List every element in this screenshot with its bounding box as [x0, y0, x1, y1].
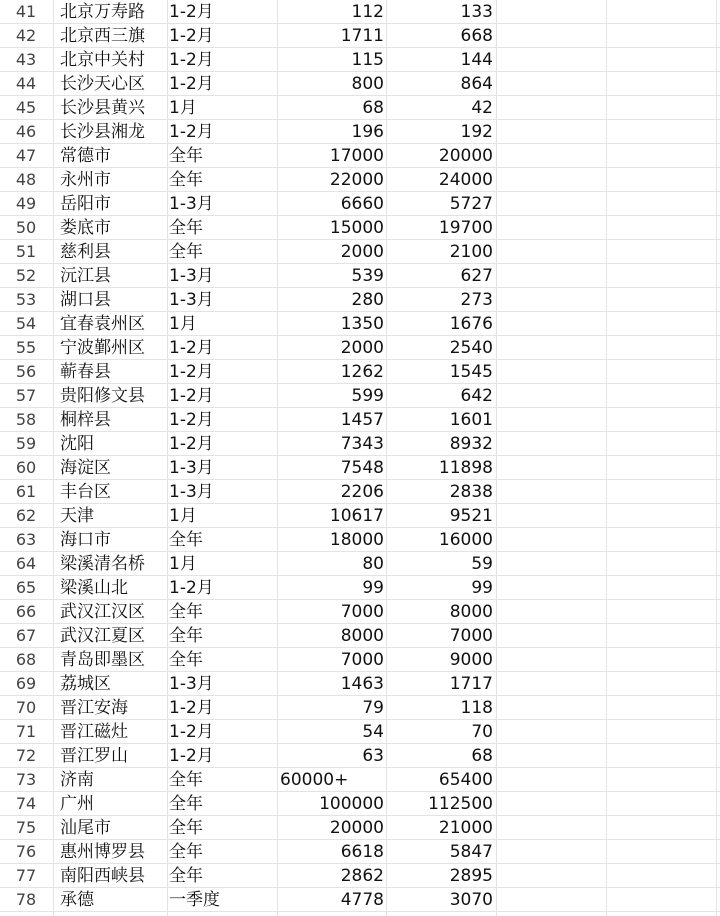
row-number[interactable]: 51 — [15, 242, 37, 261]
value-cell-1[interactable]: 7000 — [340, 602, 384, 622]
period-cell[interactable]: 1-3月 — [169, 482, 214, 502]
value-cell-2[interactable]: 9521 — [449, 506, 493, 526]
table-row — [0, 0, 720, 24]
location-cell[interactable]: 青岛即墨区 — [60, 650, 145, 670]
value-cell-1[interactable]: 7548 — [340, 458, 384, 478]
location-cell[interactable]: 岳阳市 — [60, 194, 111, 214]
value-cell-2[interactable]: 99 — [471, 578, 493, 598]
table-row — [0, 576, 720, 600]
row-number[interactable]: 63 — [15, 530, 37, 549]
value-cell-2[interactable]: 627 — [460, 266, 493, 286]
period-cell[interactable]: 全年 — [169, 842, 203, 862]
table-row — [0, 72, 720, 96]
location-cell[interactable]: 桐梓县 — [60, 410, 111, 430]
value-cell-2[interactable]: 16000 — [438, 530, 493, 550]
row-number[interactable]: 56 — [15, 362, 37, 381]
location-cell[interactable]: 晋江安海 — [60, 698, 128, 718]
row-number[interactable]: 73 — [15, 770, 37, 789]
location-cell[interactable]: 沈阳 — [60, 434, 94, 454]
table-row — [0, 144, 720, 168]
value-cell-1[interactable]: 280 — [351, 290, 384, 310]
value-cell-1[interactable]: 6618 — [340, 842, 384, 862]
value-cell-1[interactable]: 22000 — [329, 170, 384, 190]
value-cell-2[interactable]: 8932 — [449, 434, 493, 454]
location-cell[interactable]: 晋江磁灶 — [60, 722, 128, 742]
period-cell[interactable]: 全年 — [169, 170, 203, 190]
period-cell[interactable]: 1-2月 — [169, 122, 214, 142]
table-row — [0, 408, 720, 432]
period-cell[interactable]: 1-3月 — [169, 290, 214, 310]
period-cell[interactable]: 1-2月 — [169, 410, 214, 430]
table-row — [0, 24, 720, 48]
value-cell-2[interactable]: 1545 — [449, 362, 493, 382]
value-cell-2[interactable]: 1717 — [449, 674, 493, 694]
value-cell-2[interactable]: 1676 — [449, 314, 493, 334]
row-number[interactable]: 60 — [15, 458, 37, 477]
period-cell[interactable]: 1-2月 — [169, 434, 214, 454]
period-cell[interactable]: 全年 — [169, 770, 203, 790]
value-cell-1[interactable]: 4778 — [340, 890, 384, 910]
table-row — [0, 624, 720, 648]
row-number[interactable]: 53 — [15, 290, 37, 309]
table-row — [0, 840, 720, 864]
table-row — [0, 600, 720, 624]
value-cell-1[interactable]: 2862 — [340, 866, 384, 886]
table-row — [0, 240, 720, 264]
value-cell-2[interactable]: 2540 — [449, 338, 493, 358]
row-number[interactable]: 50 — [15, 218, 37, 237]
row-number[interactable]: 72 — [15, 746, 37, 765]
value-cell-2[interactable]: 668 — [460, 26, 493, 46]
table-row — [0, 768, 720, 792]
value-cell-1[interactable]: 115 — [351, 50, 384, 70]
value-cell-1[interactable]: 63 — [362, 746, 384, 766]
table-row — [0, 648, 720, 672]
value-cell-1[interactable]: 1711 — [340, 26, 384, 46]
period-cell[interactable]: 全年 — [169, 146, 203, 166]
value-cell-2[interactable]: 192 — [460, 122, 493, 142]
value-cell-2[interactable]: 642 — [460, 386, 493, 406]
location-cell[interactable]: 承德 — [60, 890, 94, 910]
value-cell-2[interactable]: 3070 — [449, 890, 493, 910]
table-row — [0, 888, 720, 912]
period-cell[interactable]: 一季度 — [169, 890, 220, 910]
period-cell[interactable]: 1-2月 — [169, 386, 214, 406]
value-cell-2[interactable]: 144 — [460, 50, 493, 70]
row-number[interactable]: 54 — [15, 314, 37, 333]
value-cell-1[interactable]: 18000 — [329, 530, 384, 550]
location-cell[interactable]: 宁波鄞州区 — [60, 338, 145, 358]
row-number[interactable]: 49 — [15, 194, 37, 213]
value-cell-2[interactable]: 68 — [471, 746, 493, 766]
value-cell-1[interactable]: 539 — [351, 266, 384, 286]
value-cell-1[interactable]: 100000 — [319, 794, 384, 814]
row-number[interactable]: 75 — [15, 818, 37, 837]
row-number[interactable]: 59 — [15, 434, 37, 453]
value-cell-2[interactable]: 133 — [460, 2, 493, 22]
location-cell[interactable]: 蕲春县 — [60, 362, 111, 382]
location-cell[interactable]: 海口市 — [60, 530, 111, 550]
value-cell-2[interactable]: 5847 — [449, 842, 493, 862]
period-cell[interactable]: 1月 — [169, 98, 197, 118]
table-row — [0, 336, 720, 360]
period-cell[interactable]: 1-3月 — [169, 266, 214, 286]
value-cell-1[interactable]: 2206 — [340, 482, 384, 502]
row-number[interactable]: 78 — [15, 890, 37, 909]
location-cell[interactable]: 海淀区 — [60, 458, 111, 478]
row-number[interactable]: 70 — [15, 698, 37, 717]
period-cell[interactable]: 1-3月 — [169, 194, 214, 214]
table-row — [0, 552, 720, 576]
table-row — [0, 816, 720, 840]
table-row — [0, 744, 720, 768]
row-number[interactable]: 68 — [15, 650, 37, 669]
value-cell-2[interactable]: 70 — [471, 722, 493, 742]
value-cell-2[interactable]: 2838 — [449, 482, 493, 502]
value-cell-2[interactable]: 864 — [460, 74, 493, 94]
value-cell-1[interactable]: 10617 — [329, 506, 384, 526]
value-cell-1[interactable]: 2000 — [340, 338, 384, 358]
table-row — [0, 696, 720, 720]
location-cell[interactable]: 梁溪山北 — [60, 578, 128, 598]
table-row — [0, 456, 720, 480]
row-number[interactable]: 62 — [15, 506, 37, 525]
table-row — [0, 120, 720, 144]
location-cell[interactable]: 长沙天心区 — [60, 74, 145, 94]
location-cell[interactable]: 娄底市 — [60, 218, 111, 238]
period-cell[interactable]: 1-2月 — [169, 362, 214, 382]
table-row — [0, 288, 720, 312]
value-cell-2[interactable]: 2100 — [449, 242, 493, 262]
value-cell-1[interactable]: 54 — [362, 722, 384, 742]
row-number[interactable]: 41 — [15, 2, 37, 21]
row-number[interactable]: 64 — [15, 554, 37, 573]
location-cell[interactable]: 济南 — [60, 770, 94, 790]
value-cell-1[interactable]: 20000 — [329, 818, 384, 838]
table-row — [0, 432, 720, 456]
value-cell-2[interactable]: 19700 — [438, 218, 493, 238]
value-cell-1[interactable]: 2000 — [340, 242, 384, 262]
value-cell-2[interactable]: 65400 — [438, 770, 493, 790]
value-cell-2[interactable]: 273 — [460, 290, 493, 310]
value-cell-2[interactable]: 1601 — [449, 410, 493, 430]
row-number[interactable]: 66 — [15, 602, 37, 621]
row-number[interactable]: 48 — [15, 170, 37, 189]
location-cell[interactable]: 惠州博罗县 — [60, 842, 145, 862]
location-cell[interactable]: 荔城区 — [60, 674, 111, 694]
period-cell[interactable]: 1-2月 — [169, 338, 214, 358]
value-cell-1[interactable]: 60000+ — [280, 770, 349, 790]
row-number[interactable]: 52 — [15, 266, 37, 285]
period-cell[interactable]: 全年 — [169, 530, 203, 550]
table-row — [0, 504, 720, 528]
period-cell[interactable]: 全年 — [169, 818, 203, 838]
table-row — [0, 96, 720, 120]
row-number[interactable]: 67 — [15, 626, 37, 645]
location-cell[interactable]: 沅江县 — [60, 266, 111, 286]
period-cell[interactable]: 1-2月 — [169, 578, 214, 598]
period-cell[interactable]: 1月 — [169, 554, 197, 574]
row-number[interactable]: 47 — [15, 146, 37, 165]
value-cell-2[interactable]: 2895 — [449, 866, 493, 886]
table-row — [0, 216, 720, 240]
value-cell-2[interactable]: 5727 — [449, 194, 493, 214]
value-cell-2[interactable]: 112500 — [428, 794, 493, 814]
value-cell-1[interactable]: 1463 — [340, 674, 384, 694]
period-cell[interactable]: 全年 — [169, 602, 203, 622]
location-cell[interactable]: 慈利县 — [60, 242, 111, 262]
table-row — [0, 48, 720, 72]
period-cell[interactable]: 1-2月 — [169, 746, 214, 766]
location-cell[interactable]: 天津 — [60, 506, 94, 526]
row-number[interactable]: 61 — [15, 482, 37, 501]
row-number[interactable]: 57 — [15, 386, 37, 405]
period-cell[interactable]: 全年 — [169, 650, 203, 670]
value-cell-2[interactable]: 118 — [460, 698, 493, 718]
row-number[interactable]: 46 — [15, 122, 37, 141]
period-cell[interactable]: 1-2月 — [169, 698, 214, 718]
row-number[interactable]: 77 — [15, 866, 37, 885]
table-row — [0, 168, 720, 192]
period-cell[interactable]: 全年 — [169, 794, 203, 814]
value-cell-1[interactable]: 15000 — [329, 218, 384, 238]
value-cell-1[interactable]: 1350 — [340, 314, 384, 334]
location-cell[interactable]: 北京万寿路 — [60, 2, 145, 22]
location-cell[interactable]: 北京西三旗 — [60, 26, 145, 46]
table-row — [0, 864, 720, 888]
value-cell-1[interactable]: 79 — [362, 698, 384, 718]
row-number[interactable]: 76 — [15, 842, 37, 861]
period-cell[interactable]: 全年 — [169, 626, 203, 646]
row-number[interactable]: 71 — [15, 722, 37, 741]
value-cell-2[interactable]: 9000 — [449, 650, 493, 670]
row-number[interactable]: 58 — [15, 410, 37, 429]
row-number[interactable]: 43 — [15, 50, 37, 69]
row-number[interactable]: 45 — [15, 98, 37, 117]
value-cell-1[interactable]: 8000 — [340, 626, 384, 646]
location-cell[interactable]: 湖口县 — [60, 290, 111, 310]
row-number[interactable]: 74 — [15, 794, 37, 813]
location-cell[interactable]: 汕尾市 — [60, 818, 111, 838]
period-cell[interactable]: 1-2月 — [169, 722, 214, 742]
table-row — [0, 264, 720, 288]
location-cell[interactable]: 南阳西峡县 — [60, 866, 145, 886]
value-cell-1[interactable]: 7343 — [340, 434, 384, 454]
table-row — [0, 360, 720, 384]
location-cell[interactable]: 北京中关村 — [60, 50, 145, 70]
location-cell[interactable]: 永州市 — [60, 170, 111, 190]
table-row — [0, 192, 720, 216]
period-cell[interactable]: 全年 — [169, 866, 203, 886]
value-cell-1[interactable]: 7000 — [340, 650, 384, 670]
table-row — [0, 384, 720, 408]
value-cell-1[interactable]: 599 — [351, 386, 384, 406]
row-number[interactable]: 44 — [15, 74, 37, 93]
location-cell[interactable]: 常德市 — [60, 146, 111, 166]
location-cell[interactable]: 长沙县黄兴 — [60, 98, 145, 118]
value-cell-2[interactable]: 8000 — [449, 602, 493, 622]
value-cell-2[interactable]: 24000 — [438, 170, 493, 190]
location-cell[interactable]: 贵阳修文县 — [60, 386, 145, 406]
value-cell-1[interactable]: 112 — [351, 2, 384, 22]
location-cell[interactable]: 武汉江夏区 — [60, 626, 145, 646]
value-cell-2[interactable]: 7000 — [449, 626, 493, 646]
period-cell[interactable]: 全年 — [169, 218, 203, 238]
value-cell-1[interactable]: 99 — [362, 578, 384, 598]
value-cell-1[interactable]: 196 — [351, 122, 384, 142]
value-cell-1[interactable]: 17000 — [329, 146, 384, 166]
location-cell[interactable]: 宜春袁州区 — [60, 314, 145, 334]
location-cell[interactable]: 丰台区 — [60, 482, 111, 502]
value-cell-1[interactable]: 1262 — [340, 362, 384, 382]
period-cell[interactable]: 1-2月 — [169, 74, 214, 94]
period-cell[interactable]: 全年 — [169, 242, 203, 262]
table-row — [0, 312, 720, 336]
value-cell-1[interactable]: 68 — [362, 98, 384, 118]
value-cell-2[interactable]: 42 — [471, 98, 493, 118]
row-number[interactable]: 69 — [15, 674, 37, 693]
row-number[interactable]: 55 — [15, 338, 37, 357]
period-cell[interactable]: 1月 — [169, 314, 197, 334]
value-cell-1[interactable]: 1457 — [340, 410, 384, 430]
location-cell[interactable]: 梁溪清名桥 — [60, 554, 145, 574]
period-cell[interactable]: 1-2月 — [169, 26, 214, 46]
period-cell[interactable]: 1-2月 — [169, 2, 214, 22]
value-cell-1[interactable]: 800 — [351, 74, 384, 94]
location-cell[interactable]: 武汉江汉区 — [60, 602, 145, 622]
value-cell-2[interactable]: 11898 — [438, 458, 493, 478]
period-cell[interactable]: 1-2月 — [169, 50, 214, 70]
location-cell[interactable]: 广州 — [60, 794, 94, 814]
table-row — [0, 792, 720, 816]
period-cell[interactable]: 1月 — [169, 506, 197, 526]
location-cell[interactable]: 晋江罗山 — [60, 746, 128, 766]
row-number[interactable]: 65 — [15, 578, 37, 597]
table-row — [0, 720, 720, 744]
period-cell[interactable]: 1-3月 — [169, 458, 214, 478]
value-cell-2[interactable]: 21000 — [438, 818, 493, 838]
value-cell-2[interactable]: 20000 — [438, 146, 493, 166]
value-cell-1[interactable]: 6660 — [340, 194, 384, 214]
row-number[interactable]: 42 — [15, 26, 37, 45]
value-cell-2[interactable]: 59 — [471, 554, 493, 574]
value-cell-1[interactable]: 80 — [362, 554, 384, 574]
table-row — [0, 672, 720, 696]
table-row — [0, 480, 720, 504]
location-cell[interactable]: 长沙县湘龙 — [60, 122, 145, 142]
table-row — [0, 528, 720, 552]
period-cell[interactable]: 1-3月 — [169, 674, 214, 694]
